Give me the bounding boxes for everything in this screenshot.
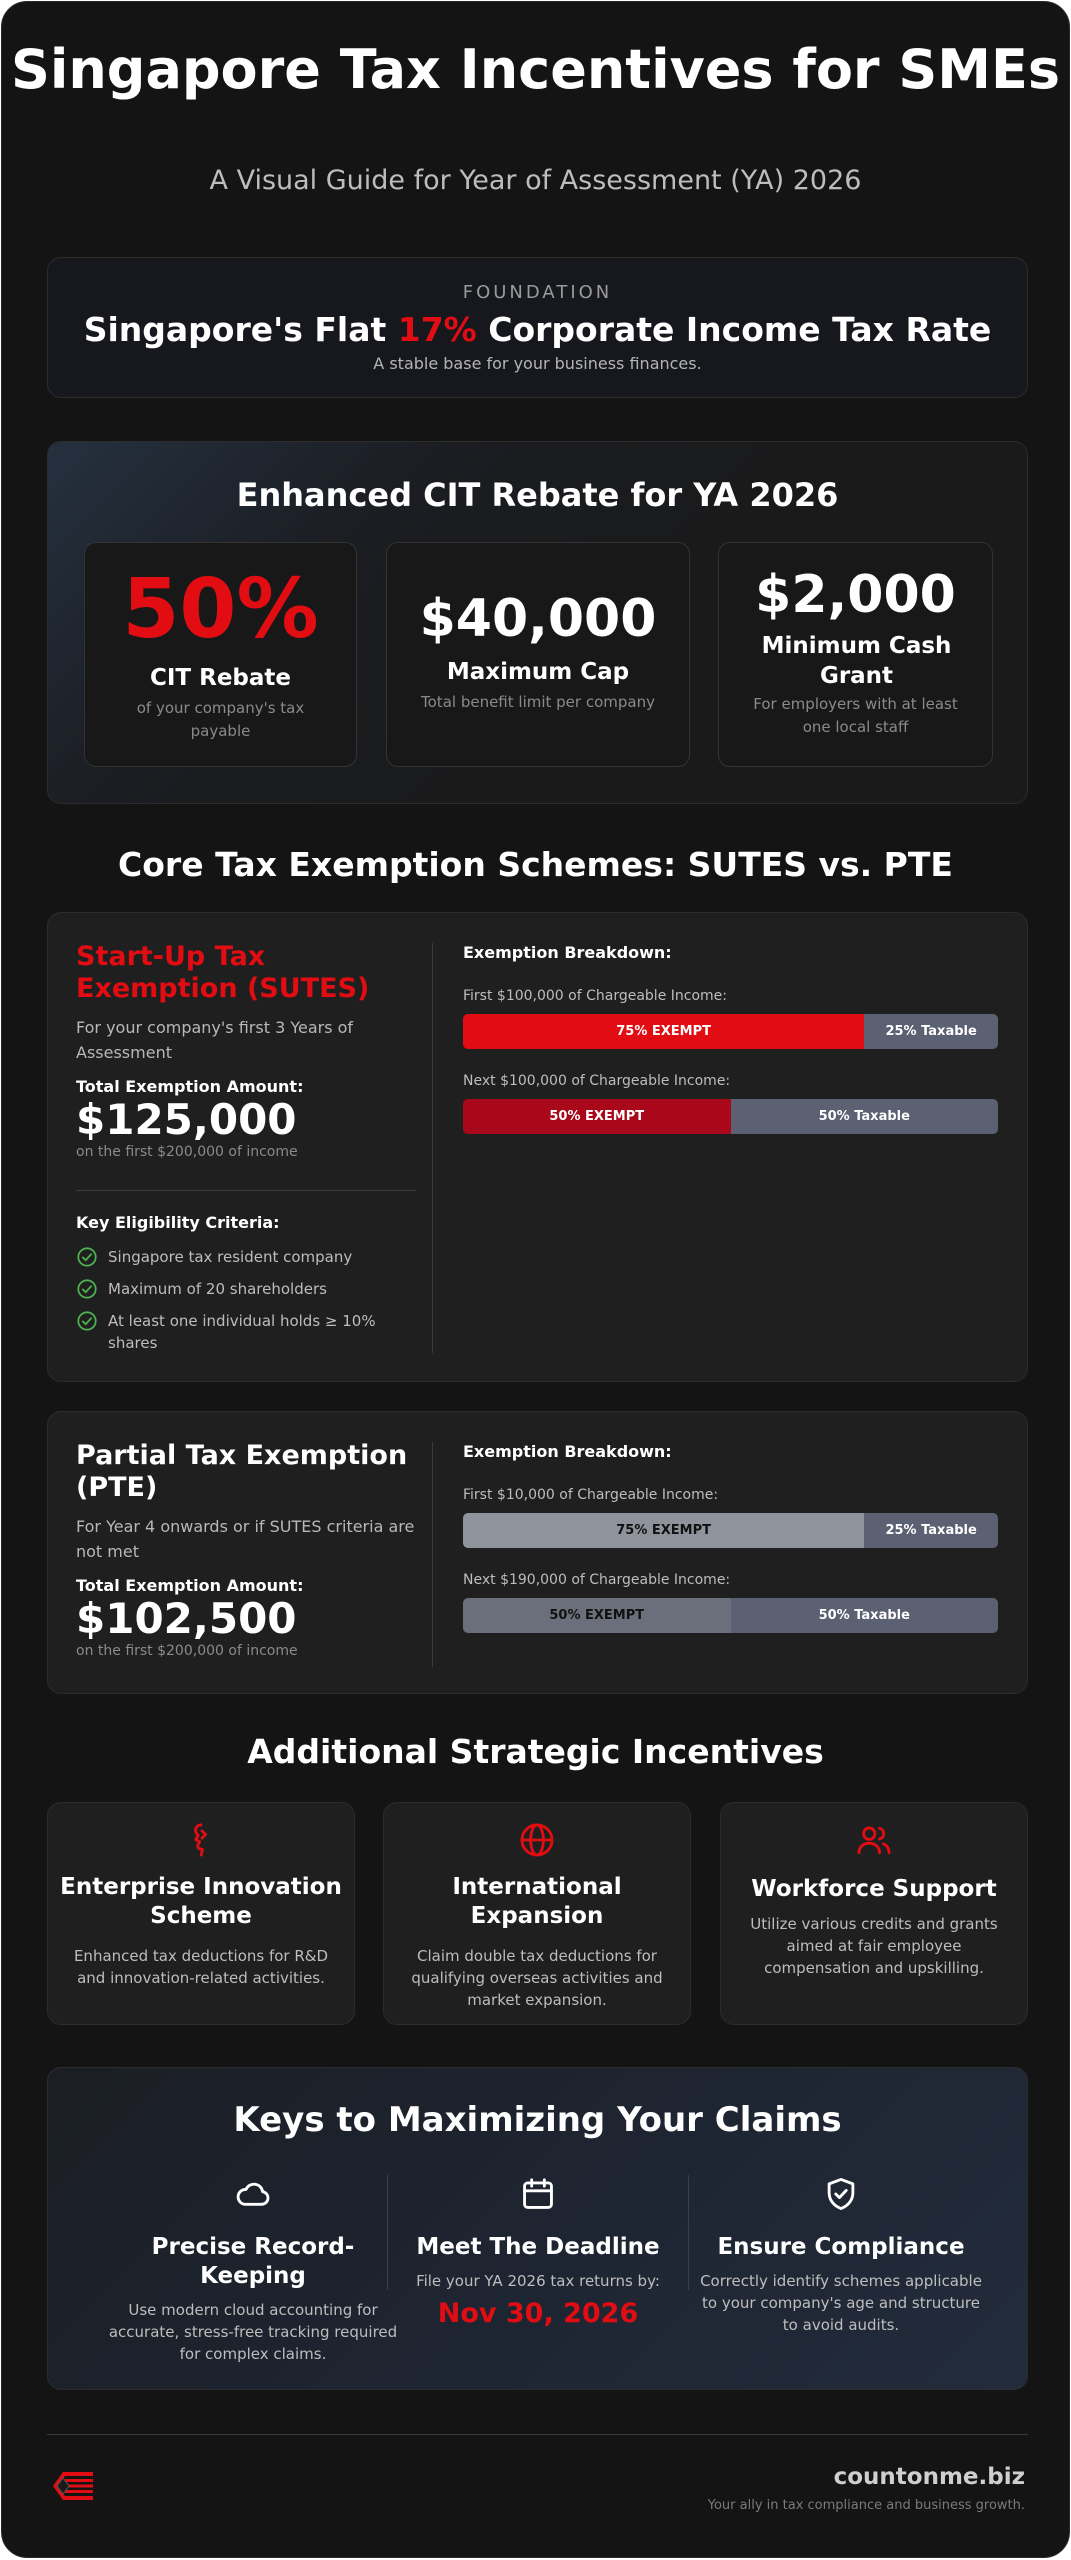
foundation-headline [48,310,1027,349]
stat-label: Maximum Cap [446,659,630,685]
foundation-note: A stable base for your business finances. [373,354,702,373]
stat-card-rebate [84,542,357,767]
exempt-segment: 75% EXEMPT [463,1014,864,1049]
criteria-item [76,1246,416,1268]
foundation-eyebrow: FOUNDATION [462,282,613,303]
stat-desc: For employers with at least one local staff [753,695,958,736]
amount-note: on the first $200,000 of income [76,1144,298,1160]
stat-card-grant [718,542,993,767]
footer-divider [47,2434,1028,2435]
core-schemes-heading: Core Tax Exemption Schemes: SUTES vs. PTE [118,845,953,884]
foundation-card [47,257,1028,398]
keys-section [47,2067,1028,2390]
stat-card-cap [386,542,690,767]
exemption-amount: $125,000 [76,1095,297,1144]
amount-label: Total Exemption Amount: [76,1077,304,1096]
criteria-text: Maximum of 20 shareholders [108,1280,327,1298]
sutes-breakdown [463,943,998,1134]
scheme-subtitle: For Year 4 onwards or if SUTES criteria are not met [76,1517,415,1561]
key-title: Ensure Compliance [717,2234,965,2260]
check-circle-icon [76,1246,98,1268]
rebate-heading: Enhanced CIT Rebate for YA 2026 [236,476,839,514]
cloud-icon [234,2175,272,2213]
taxable-segment: 50% Taxable [731,1099,999,1134]
column-divider [432,1442,433,1667]
stat-value: 50% [122,562,319,657]
key-title: Precise Record-Keeping [151,2234,355,2289]
infographic-page [1,1,1070,2558]
pte-card [47,1411,1028,1694]
exemption-bar [463,1014,998,1049]
pte-breakdown [463,1442,998,1633]
check-circle-icon [76,1310,98,1332]
stat-desc: of your company's tax payable [136,699,305,740]
keys-heading: Keys to Maximizing Your Claims [233,2100,842,2140]
tier-label: Next $100,000 of Chargeable Income: [463,1073,731,1089]
brand-name: countonme.biz [833,2464,1025,2490]
page-title: Singapore Tax Incentives for SMEs [10,38,1061,101]
incentive-title: Enterprise Innovation Scheme [60,1874,342,1929]
headline-text-before: Singapore's Flat [83,310,398,349]
stat-desc: Total benefit limit per company [421,693,655,711]
key-divider [688,2175,689,2290]
key-desc: Correctly identify schemes applicable to your company's age and structure to avoid audits. [700,2272,982,2334]
criteria-text: At least one individual holds ≥ 10% shares [108,1312,376,1352]
key-desc: File your YA 2026 tax returns by: [416,2272,660,2290]
stat-label: Minimum Cash Grant [761,633,952,689]
incentive-desc: Enhanced tax deductions for R&D and innovation-related activities. [73,1947,329,1987]
tier-label: First $10,000 of Chargeable Income: [463,1487,719,1503]
exemption-bar [463,1513,998,1548]
divider [76,1190,416,1191]
deadline-date: Nov 30, 2026 [437,2298,639,2329]
headline-text-after: Corporate Income Tax Rate [476,310,992,349]
tier-label: First $100,000 of Chargeable Income: [463,988,727,1004]
calendar-icon [519,2175,557,2213]
stat-value: $2,000 [755,565,956,625]
globe-icon [518,1821,556,1859]
key-compliance [696,2175,986,2336]
taxable-segment: 25% Taxable [864,1014,998,1049]
stat-label: CIT Rebate [149,665,292,691]
exempt-segment: 50% EXEMPT [463,1598,731,1633]
pte-summary [76,1440,416,1659]
incentive-desc: Claim double tax deductions for qualifying overseas activities and market expansion. [411,1947,663,2009]
amount-label: Total Exemption Amount: [76,1576,304,1595]
criteria-item [76,1310,376,1354]
innovation-icon [182,1821,220,1859]
tax-rate: 17% [397,310,477,349]
exempt-segment: 50% EXEMPT [463,1099,731,1134]
incentive-card-expansion [383,1802,691,2025]
amount-note: on the first $200,000 of income [76,1643,298,1659]
criteria-item [76,1278,416,1300]
key-title: Meet The Deadline [416,2234,660,2260]
scheme-subtitle: For your company's first 3 Years of Assessment [76,1018,354,1062]
users-icon [855,1821,893,1859]
exemption-amount: $102,500 [76,1594,297,1643]
tier-label: Next $190,000 of Chargeable Income: [463,1572,731,1588]
scheme-title: Start-Up Tax Exemption (SUTES) [76,941,370,1004]
shield-check-icon [822,2175,860,2213]
breakdown-title: Exemption Breakdown: [463,943,672,962]
taxable-segment: 50% Taxable [731,1598,999,1633]
check-circle-icon [76,1278,98,1300]
breakdown-title: Exemption Breakdown: [463,1442,672,1461]
incentive-title: International Expansion [452,1874,622,1929]
exemption-bar [463,1099,998,1134]
sutes-summary [76,941,416,1354]
taxable-segment: 25% Taxable [864,1513,998,1548]
incentive-title: Workforce Support [751,1876,997,1902]
column-divider [432,943,433,1353]
rebate-section [47,441,1028,804]
incentive-card-innovation [47,1802,355,2025]
key-desc: Use modern cloud accounting for accurate, stress-free tracking required for complex claims. [108,2301,398,2363]
page-subtitle: A Visual Guide for Year of Assessment (YA) 2026 [209,165,862,196]
stat-value: $40,000 [419,589,657,649]
additional-heading: Additional Strategic Incentives [247,1732,824,1771]
exemption-bar [463,1598,998,1633]
exempt-segment: 75% EXEMPT [463,1513,864,1548]
criteria-title: Key Eligibility Criteria: [76,1213,280,1232]
brand-tagline: Your ally in tax compliance and business growth. [707,2498,1025,2513]
brand-logo-icon [49,2462,97,2510]
key-deadline [393,2175,683,2329]
incentive-desc: Utilize various credits and grants aimed at fair employee compensation and upskilling. [750,1915,998,1977]
scheme-title: Partial Tax Exemption (PTE) [76,1440,408,1503]
key-divider [387,2175,388,2290]
criteria-text: Singapore tax resident company [108,1248,353,1266]
key-record-keeping [108,2175,398,2365]
incentive-card-workforce [720,1802,1028,2025]
sutes-card [47,912,1028,1382]
